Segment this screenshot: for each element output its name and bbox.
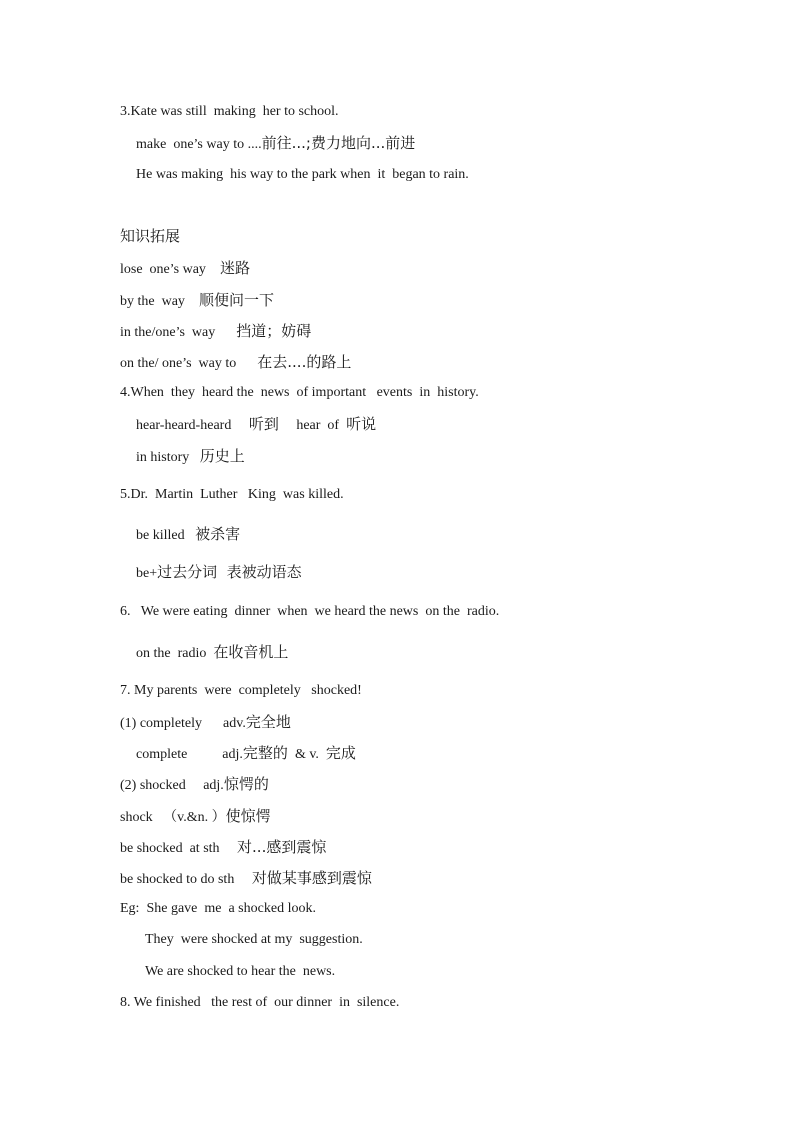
word-shocked: (2) shocked adj.惊愕的 [120,775,269,793]
phrase-be-shocked-at: be shocked at sth 对...感到震惊 [120,838,327,856]
example-shocked-suggestion: They were shocked at my suggestion. [145,932,363,947]
phrase-on-the-radio: on the radio 在收音机上 [136,643,289,661]
item-4-sentence: 4.When they heard the news of important events in history. [120,385,479,400]
example-making-his-way: He was making his way to the park when it began to rain. [136,167,469,182]
item-6-sentence: 6. We were eating dinner when we heard the news on the radio. [120,604,500,619]
phrase-on-the-way-to: on the/ one’s way to 在去....的路上 [120,353,352,371]
example-shocked-hear-news: We are shocked to hear the news. [145,964,336,979]
word-completely: (1) completely adv.完全地 [120,713,291,731]
item-3-sentence: 3.Kate was still making her to school. [120,104,339,119]
phrase-in-history: in history 历史上 [136,447,245,465]
phrase-be-killed: be killed 被杀害 [136,525,241,543]
item-5-sentence: 5.Dr. Martin Luther King was killed. [120,487,344,502]
item-7-sentence: 7. My parents were completely shocked! [120,683,362,698]
item-8-sentence: 8. We finished the rest of our dinner in silence. [120,995,400,1010]
section-heading-knowledge-expansion: 知识拓展 [120,227,181,245]
word-complete: complete adj.完整的 & v. 完成 [136,744,356,762]
example-shocked-look: Eg: She gave me a shocked look. [120,901,316,916]
phrase-make-ones-way: make one’s way to ....前往...;费力地向...前进 [136,134,416,152]
phrase-in-the-way: in the/one’s way 挡道；妨碍 [120,322,312,340]
phrase-lose-ones-way: lose one’s way 迷路 [120,259,250,277]
grammar-passive-voice: be+过去分词 表被动语态 [136,563,302,581]
phrase-hear-heard-heard: hear-heard-heard 听到 hear of 听说 [136,415,377,433]
word-shock: shock （v.&n. ）使惊愕 [120,807,271,825]
phrase-by-the-way: by the way 顺便问一下 [120,291,274,309]
phrase-be-shocked-to-do: be shocked to do sth 对做某事感到震惊 [120,869,372,887]
